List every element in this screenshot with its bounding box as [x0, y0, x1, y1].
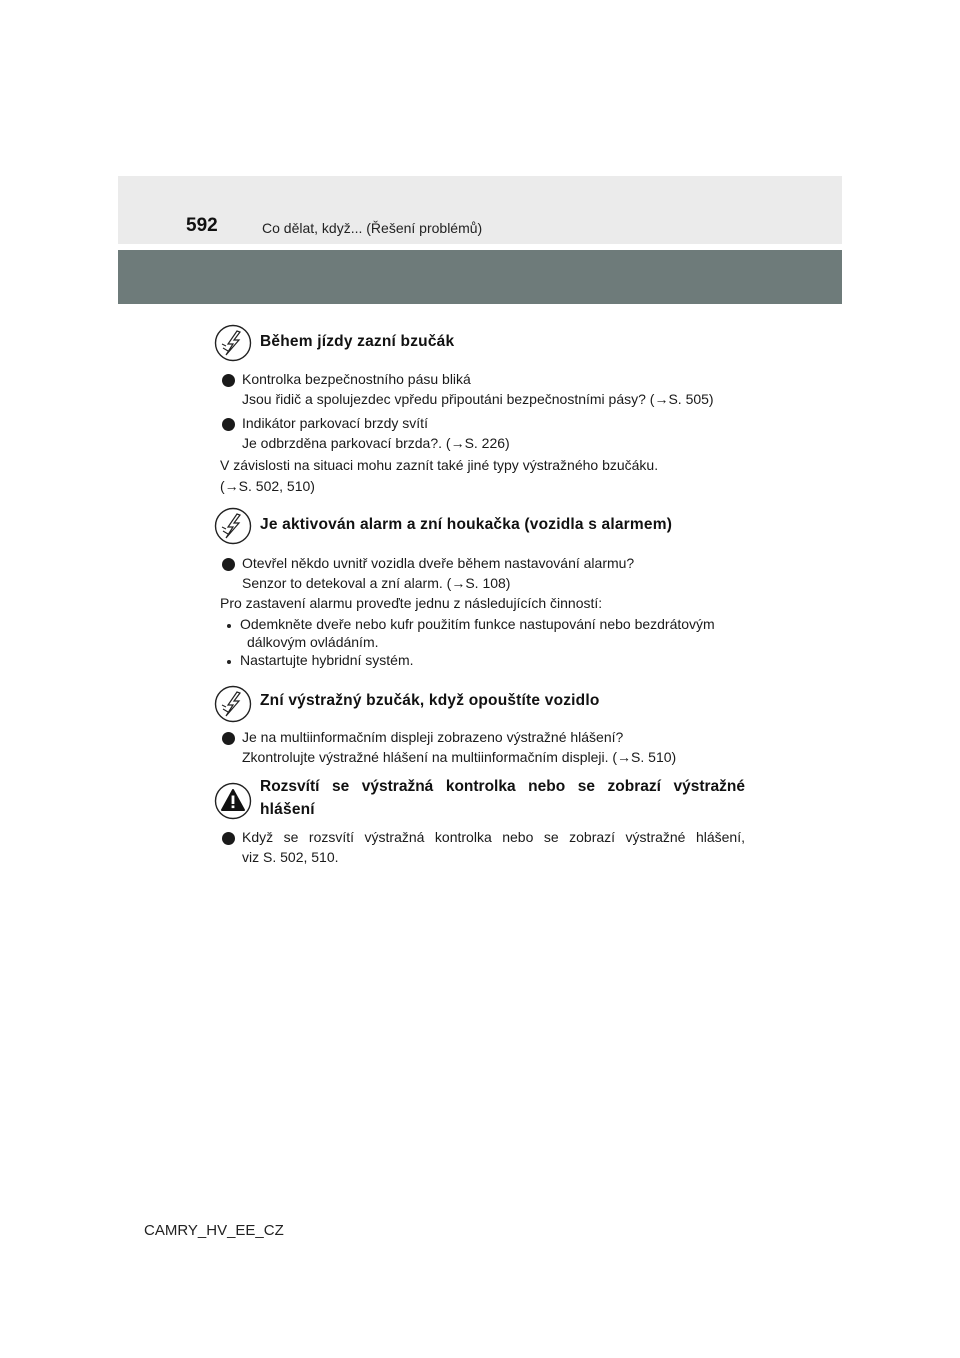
list-item: dálkovým ovládáním. [247, 634, 379, 650]
bullet-text: Jsou řidič a spolujezdec vpředu připoutáni bezpečnostními pásy? (→S. 505) [242, 391, 714, 407]
bullet-text: viz S. 502, 510. [242, 849, 339, 865]
bullet-icon [222, 732, 235, 745]
note-text: V závislosti na situaci mohu zaznít také jiné typy výstražného bzučáku. [220, 457, 659, 473]
bullet-text: Je odbrzděna parkovací brzda?. (→S. 226) [242, 435, 510, 451]
bullet-text: Když se rozsvítí výstražná kontrolka nebo se zobrazí výstražné hlášení, [242, 829, 745, 845]
section-heading: Je aktivován alarm a zní houkačka (vozidla s alarmem) [260, 516, 673, 533]
bullet-icon [222, 374, 235, 387]
section-heading: Během jízdy zazní bzučák [260, 333, 455, 350]
lightning-bolt-icon [214, 685, 252, 723]
intro-text: Pro zastavení alarmu proveďte jednu z následujících činností: [220, 595, 603, 611]
note-text: (→S. 502, 510) [220, 478, 315, 494]
bullet-text: Indikátor parkovací brzdy svítí [242, 415, 428, 431]
model-code: CAMRY_HV_EE_CZ [144, 1222, 284, 1239]
section-heading-cont: hlášení [260, 801, 315, 818]
bullet-text: Senzor to detekoval a zní alarm. (→S. 108) [242, 575, 511, 591]
section-bar [118, 250, 842, 304]
bullet-text: Zkontrolujte výstražné hlášení na multiinformačním displeji. (→S. 510) [242, 749, 677, 765]
section-heading: Zní výstražný bzučák, když opouštíte vozidlo [260, 692, 600, 709]
list-dot [227, 660, 231, 664]
page-number: 592 [186, 215, 218, 236]
bullet-text: Kontrolka bezpečnostního pásu bliká [242, 371, 471, 387]
list-dot [227, 624, 231, 628]
bullet-text: Otevřel někdo uvnitř vozidla dveře během nastavování alarmu? [242, 555, 635, 571]
section-heading: Rozsvítí se výstražná kontrolka nebo se zobrazí výstražné [260, 778, 745, 795]
list-item: Nastartujte hybridní systém. [240, 652, 414, 668]
list-item: Odemkněte dveře nebo kufr použitím funkce nastupování nebo bezdrátovým [240, 616, 715, 632]
bullet-text: Je na multiinformačním displeji zobrazeno výstražné hlášení? [242, 729, 624, 745]
bullet-icon [222, 832, 235, 845]
bullet-icon [222, 418, 235, 431]
chapter-title: Co dělat, když... (Řešení problémů) [262, 220, 483, 236]
bullet-icon [222, 558, 235, 571]
warning-triangle-icon [214, 782, 252, 820]
lightning-bolt-icon [214, 324, 252, 362]
lightning-bolt-icon [214, 507, 252, 545]
